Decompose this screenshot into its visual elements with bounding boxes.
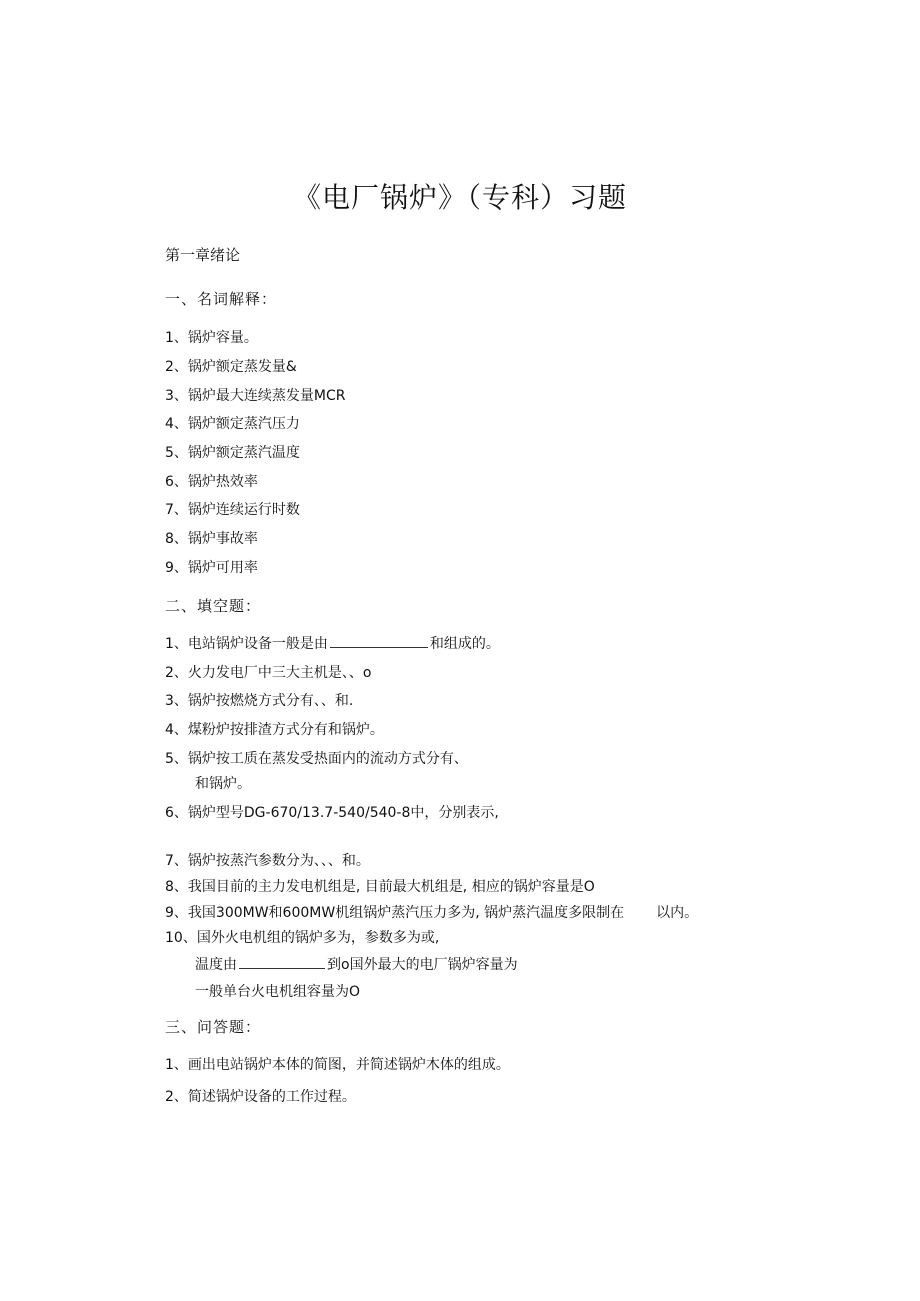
fill-question-10: 10、国外火电机组的锅炉多为，参数多为或, — [165, 930, 440, 946]
fill-question-5: 5、锅炉按工质在蒸发受热面内的流动方式分有、 — [165, 751, 468, 767]
definition-item: 5、锅炉额定蒸汽温度 — [165, 445, 300, 461]
fill-question-8: 8、我国目前的主力发电机组是, 目前最大机组是, 相应的锅炉容量是O — [165, 879, 595, 895]
answer-blank — [239, 967, 325, 969]
fill-question-text: 9、我国300MW和600MW机组锅炉蒸汽压力多为, 锅炉蒸汽温度多限制在 — [165, 905, 625, 921]
fill-question-text: 温度由 — [195, 957, 237, 973]
definition-item: 6、锅炉热效率 — [165, 474, 258, 490]
fill-question-5-continued: 和锅炉。 — [195, 776, 251, 792]
definition-item: 2、锅炉额定蒸发量& — [165, 359, 297, 375]
fill-question-1 — [165, 637, 500, 651]
fill-question-2: 2、火力发电厂中三大主机是、、o — [165, 665, 372, 681]
fill-question-3: 3、锅炉按燃烧方式分有、、和. — [165, 693, 354, 709]
page-title: 《电厂锅炉》（专科）习题 — [292, 181, 627, 214]
definition-item: 7、锅炉连续运行时数 — [165, 502, 300, 518]
qa-question: 1、画出电站锅炉本体的简图，并简述锅炉木体的组成。 — [165, 1057, 510, 1073]
fill-question-text: 到o国外最大的电厂锅炉容量为 — [327, 957, 518, 973]
section-heading-fill-in: 二、填空题： — [165, 597, 262, 615]
fill-question-7: 7、锅炉按蒸汽参数分为、、、和。 — [165, 853, 370, 869]
qa-question: 2、简述锅炉设备的工作过程。 — [165, 1089, 356, 1105]
definition-item: 4、锅炉额定蒸汽压力 — [165, 416, 300, 432]
fill-question-text: 以内。 — [656, 905, 699, 921]
fill-question-10-line-3: 一般单台火电机组容量为O — [195, 984, 361, 1000]
fill-question-text: 和组成的。 — [429, 636, 500, 652]
definition-item: 8、锅炉事故率 — [165, 531, 258, 547]
definition-item: 3、锅炉最大连续蒸发量MCR — [165, 388, 346, 404]
fill-question-10-line-2 — [195, 958, 518, 972]
fill-question-6: 6、锅炉型号DG-670/13.7-540/540-8中，分别表示, — [165, 805, 499, 821]
chapter-heading: 第一章绪论 — [165, 246, 241, 264]
section-heading-definitions: 一、名词解释： — [165, 290, 278, 308]
answer-blank — [330, 646, 428, 648]
fill-question-9 — [165, 906, 698, 920]
definition-item: 1、锅炉容量。 — [165, 330, 258, 346]
section-heading-qa: 三、问答题： — [165, 1018, 262, 1036]
fill-question-4: 4、煤粉炉按排渣方式分有和锅炉。 — [165, 722, 384, 738]
fill-question-text: 1、电站锅炉设备一般是由 — [165, 636, 328, 652]
definition-item: 9、锅炉可用率 — [165, 560, 258, 576]
